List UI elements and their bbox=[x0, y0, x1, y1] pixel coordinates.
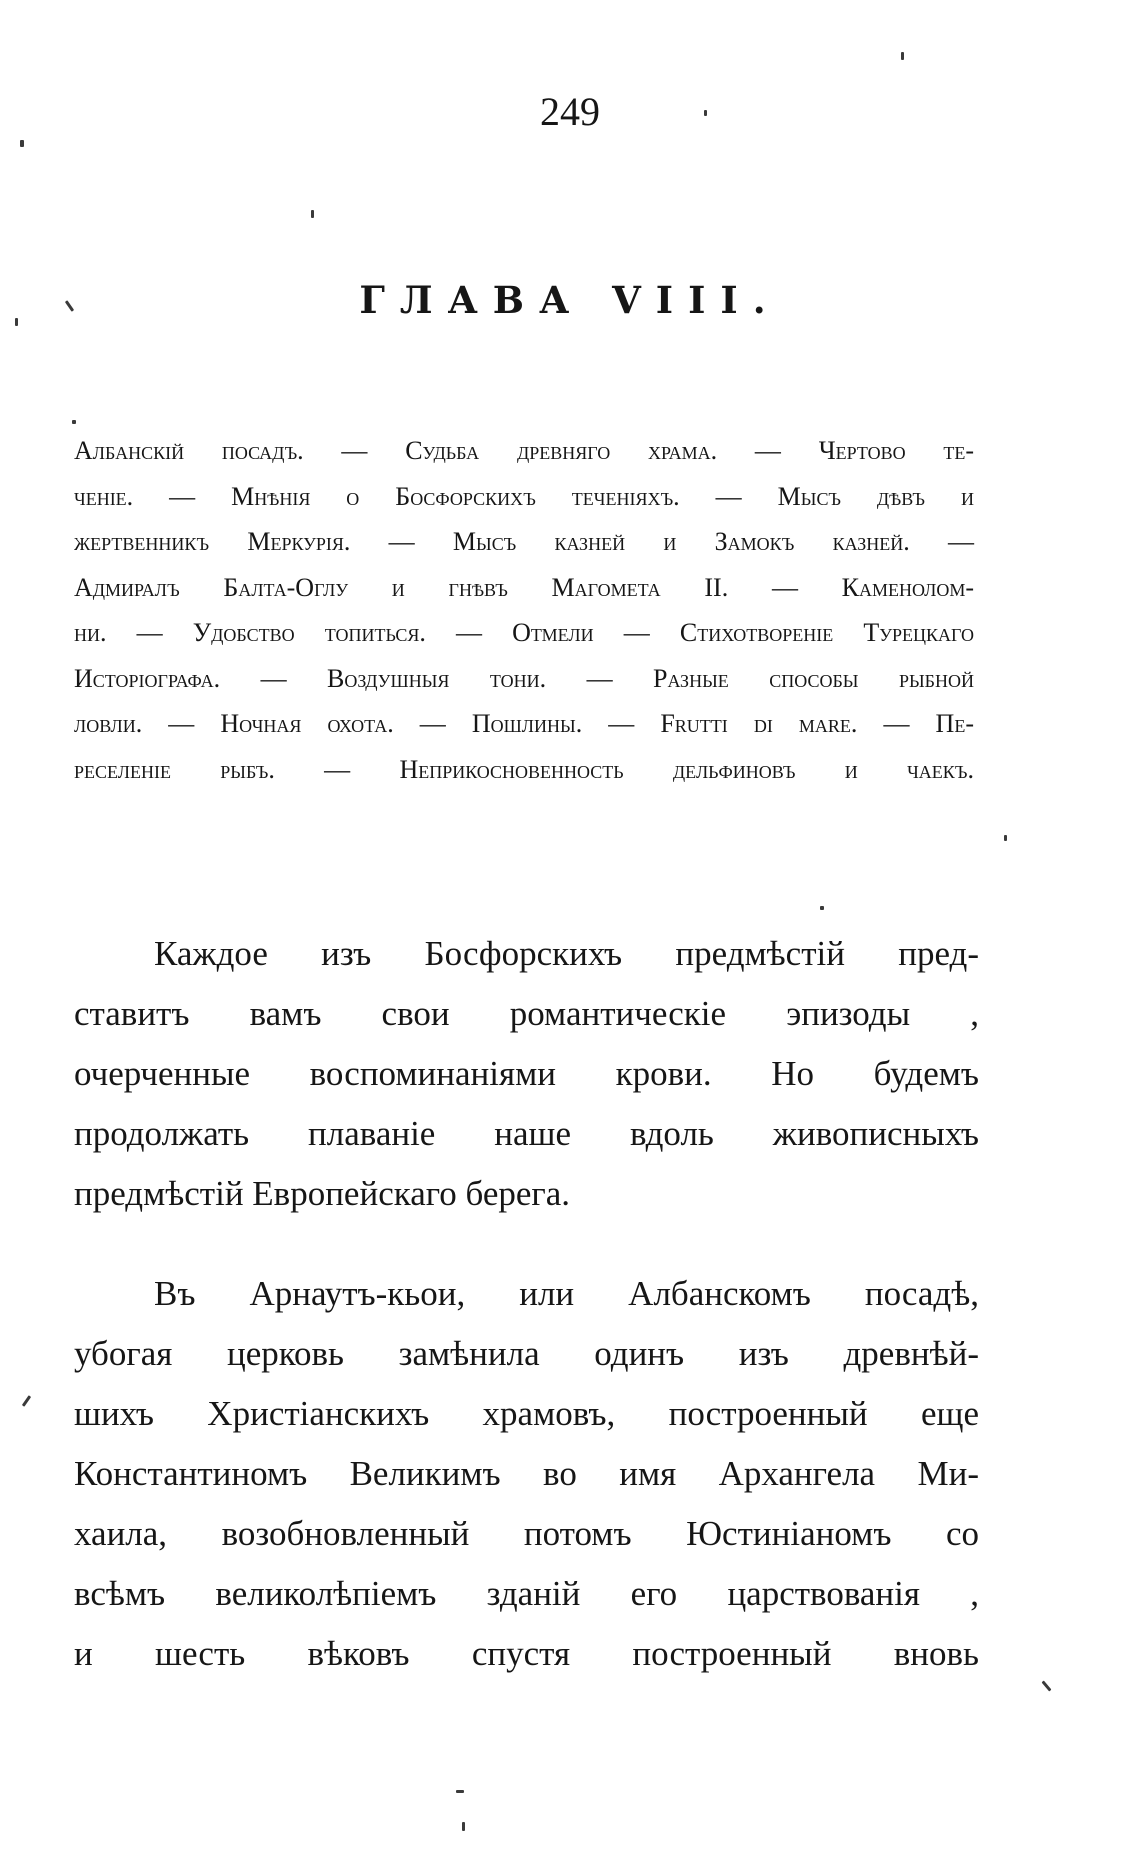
scan-speck bbox=[311, 210, 314, 218]
scan-speck bbox=[820, 906, 824, 910]
body-line: убогая церковь замѣнила одинъ изъ древнѣй- bbox=[74, 1334, 979, 1373]
chapter-title: ГЛАВА VIII. bbox=[359, 278, 781, 322]
scan-speck bbox=[15, 318, 18, 326]
body-paragraph bbox=[74, 924, 979, 1224]
page-number: 249 bbox=[540, 89, 600, 134]
body-line: шихъ Христіанскихъ храмовъ, построенный еще bbox=[74, 1394, 979, 1433]
scan-speck bbox=[901, 52, 904, 60]
chapter-summary bbox=[74, 428, 974, 792]
scan-speck bbox=[704, 110, 707, 116]
scan-speck bbox=[72, 420, 76, 424]
body-line: предмѣстій Европейскаго берега. bbox=[74, 1174, 571, 1213]
summary-line: жертвенникъ Меркурія. — Мысъ казней и Замокъ казней. — bbox=[74, 527, 974, 556]
summary-line: реселеніе рыбъ. — Неприкосновенность дельфиновъ и чаекъ. bbox=[74, 754, 974, 784]
body-line: Каждое изъ Босфорскихъ предмѣстій пред- bbox=[154, 934, 979, 973]
scan-speck bbox=[1004, 835, 1007, 841]
body-line: Константиномъ Великимъ во имя Архангела Ми- bbox=[74, 1454, 979, 1493]
summary-line: ченіе. — Мнѣнія о Босфорскихъ теченіяхъ. — Мысъ дѣвъ и bbox=[74, 481, 974, 511]
summary-line: Адмиралъ Балта-Оглу и гнѣвъ Магомета II. — Каменолом- bbox=[74, 572, 974, 602]
summary-line: Исторіографа. — Воздушныя тони. — Разные способы рыбной bbox=[74, 663, 974, 693]
body-line: очерченные воспоминаніями крови. Но будемъ bbox=[74, 1054, 979, 1093]
body-line: всѣмъ великолѣпіемъ зданій его царствованія , bbox=[74, 1574, 979, 1613]
scan-speck bbox=[20, 140, 24, 147]
body-line: Въ Арнаутъ-кьои, или Албанскомъ посадѣ, bbox=[154, 1274, 979, 1313]
body-paragraph bbox=[74, 1264, 979, 1684]
scan-speck bbox=[462, 1822, 465, 1831]
body-line: продолжать плаваніе наше вдоль живописныхъ bbox=[74, 1114, 979, 1153]
body-line: и шесть вѣковъ спустя построенный вновь bbox=[74, 1634, 979, 1673]
summary-line: Албанскій посадъ. — Судьба древняго храма. — Чертово те- bbox=[74, 436, 974, 465]
summary-line: ловли. — Ночная охота. — Пошлины. — Frutti di mare. — Пе- bbox=[74, 709, 974, 738]
body-line: хаила, возобновленный потомъ Юстиніаномъ со bbox=[74, 1514, 979, 1553]
scan-speck bbox=[22, 1395, 31, 1407]
scan-speck bbox=[456, 1790, 464, 1793]
body-line: ставитъ вамъ свои романтическіе эпизоды , bbox=[74, 994, 979, 1033]
scan-speck bbox=[1041, 1680, 1051, 1691]
summary-line: ни. — Удобство топиться. — Отмели — Стихотвореніе Турецкаго bbox=[74, 618, 974, 647]
